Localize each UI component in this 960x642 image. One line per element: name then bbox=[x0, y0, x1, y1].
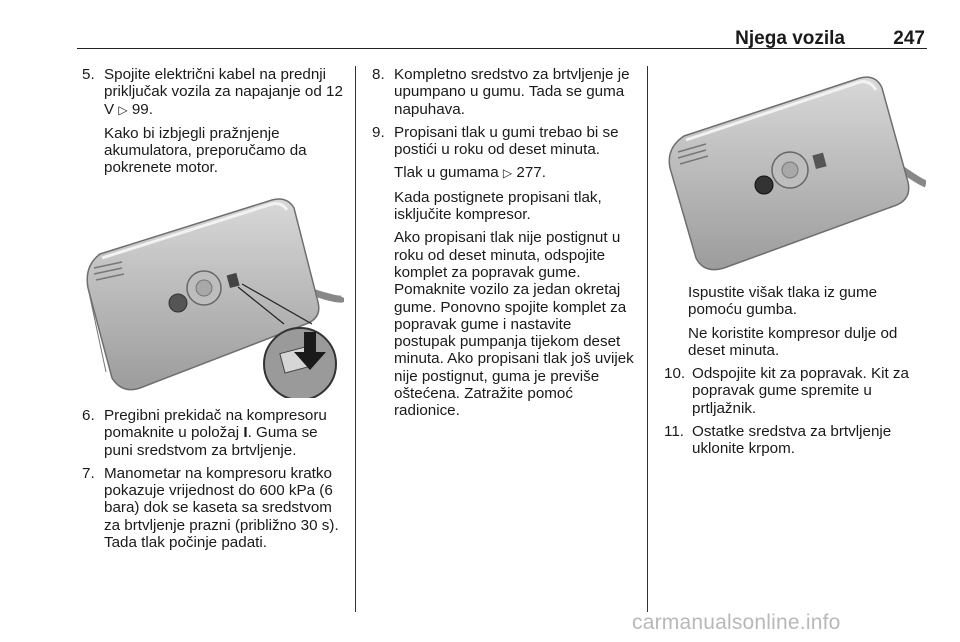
column-1 bbox=[82, 66, 344, 177]
step-text: Pregibni prekidač na kompresoru pomaknite u položaj bbox=[104, 407, 327, 442]
step-text: Propisani tlak u gumi trebao bi se postići u roku od deset minuta. bbox=[394, 123, 619, 159]
step-note: Kada postignete propisani tlak, isključite kompresor. bbox=[394, 188, 602, 224]
column-2 bbox=[372, 66, 636, 420]
step-number: 6. bbox=[82, 407, 95, 424]
step-text: Odspojite kit za popravak. Kit za popravak gume spremite u prtljažnik. bbox=[692, 365, 909, 417]
step-text: Ostatke sredstva za brtvljenje uklonite krpom. bbox=[692, 423, 892, 458]
compressor-illustration bbox=[82, 192, 344, 398]
step-11 bbox=[664, 423, 926, 458]
page-header bbox=[77, 26, 927, 49]
step-note: Ako propisani tlak nije postignut u roku od deset minuta, odspojite komplet za popravak gume. Pomaknite vozilo za jedan okretaj gume. Ponovno spojite komplet za popravak gume i nastavite postupak pumpanja tijekom deset minuta. Ako propisani tlak još uvijek nije postignut, guma je previše oštećena. Zatražite pomoć radionice. bbox=[394, 229, 634, 420]
step-6 bbox=[82, 407, 344, 459]
step-9 bbox=[372, 124, 636, 420]
page-ref[interactable]: 99. bbox=[131, 100, 153, 118]
step-note: Tlak u gumama bbox=[394, 164, 499, 182]
column-divider-2 bbox=[647, 66, 648, 612]
column-divider-1 bbox=[355, 66, 356, 612]
page-ref-arrow-icon: ▷ bbox=[502, 166, 513, 181]
illustration-notes bbox=[664, 284, 926, 359]
step-text: Spojite električni kabel na prednji priključak vozila za napajanje od 12 V bbox=[104, 66, 343, 118]
page-number: 247 bbox=[893, 28, 925, 49]
column-3 bbox=[664, 284, 926, 458]
step-number: 7. bbox=[82, 464, 95, 482]
step-text: Kompletno sredstvo za brtvljenje je upumpano u gumu. Tada se guma napuhava. bbox=[394, 66, 630, 118]
page-ref-arrow-icon: ▷ bbox=[118, 102, 128, 117]
compressor-pressure-illustration bbox=[664, 72, 926, 272]
switch-position: I bbox=[243, 424, 248, 442]
step-5 bbox=[82, 66, 344, 177]
section-title: Njega vozila bbox=[735, 28, 845, 49]
step-8 bbox=[372, 66, 636, 118]
step-number: 8. bbox=[372, 66, 385, 83]
step-note: Kako bi izbjegli pražnjenje akumulatora, preporučamo da pokrenete motor. bbox=[104, 124, 307, 177]
note-release-pressure: Ispustite višak tlaka iz gume pomoću gumba. bbox=[688, 284, 878, 319]
step-number: 9. bbox=[372, 123, 385, 141]
step-7 bbox=[82, 465, 344, 551]
step-text: Manometar na kompresoru kratko pokazuje vrijednost do 600 kPa (6 bara) dok se kaseta sa sredstvom za brtvljenje prazni (približno 30 s). Tada tlak počinje padati. bbox=[104, 464, 339, 552]
step-number: 10. bbox=[664, 365, 686, 383]
note-compressor-limit: Ne koristite kompresor dulje od deset minuta. bbox=[688, 324, 898, 359]
page-ref[interactable]: 277. bbox=[516, 164, 546, 182]
step-10 bbox=[664, 365, 926, 417]
step-number: 11. bbox=[664, 423, 684, 441]
column-1-lower bbox=[82, 407, 344, 551]
step-number: 5. bbox=[82, 66, 95, 83]
step-text-cont: . Guma se puni sredstvom za brtvljenje. bbox=[104, 424, 318, 459]
watermark: carmanualsonline.info bbox=[632, 611, 841, 634]
